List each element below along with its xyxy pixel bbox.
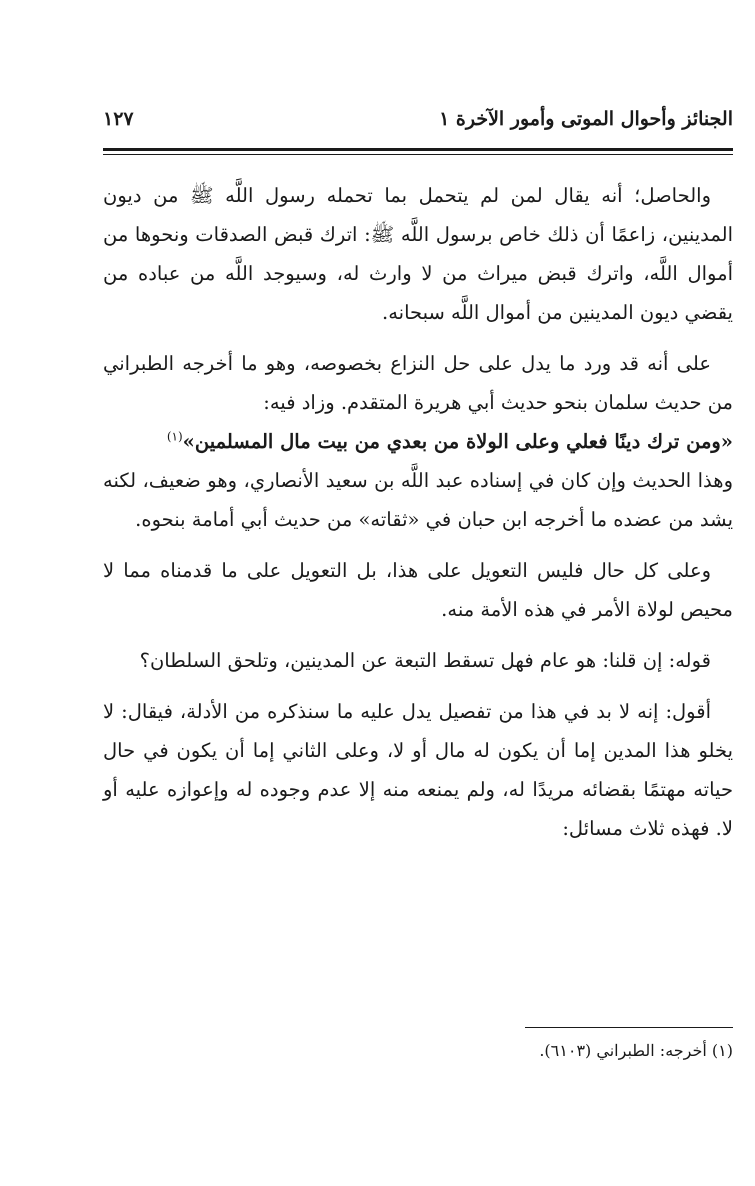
hadith-quote: «ومن ترك دينًا فعلي وعلى الولاة من بعدي من بيت مال المسلمين» [182,430,733,453]
page [103,0,733,1186]
footnote-marker: (١) [166,429,183,444]
paragraph-5: قوله: إن قلنا: هو عام فهل تسقط التبعة عن المدينين، وتلحق السلطان؟ [139,649,711,672]
footnote: (١) أخرجه: الطبراني (٦١٠٣). [539,1041,733,1060]
paragraph-2: على أنه قد ورد ما يدل على حل النزاع بخصوصه، وهو ما أخرجه الطبراني من حديث سلمان بنحو حديث أبي هريرة المتقدم. وزاد فيه: [103,352,733,414]
page-number: ١٢٧ [103,108,134,130]
paragraph-1: والحاصل؛ أنه يقال لمن لم يتحمل بما تحمله رسول اللَّه ﷺ من ديون المدينين، زاعمًا أن ذلك خاص برسول اللَّه ﷺ: اترك قبض الصدقات ونحوها من أموال اللَّه، واترك قبض ميراث من لا وارث له، وسيوجد اللَّه من عباده من يقضي ديون المدينين من أموال اللَّه سبحانه. [103,184,733,324]
body-text [103,176,733,860]
footnote-separator [525,1027,733,1028]
header-title: الجنائز وأحوال الموتى وأمور الآخرة ١ [439,108,733,130]
header-rule-thin [103,154,733,155]
paragraph-3: وهذا الحديث وإن كان في إسناده عبد اللَّه بن سعيد الأنصاري، وهو ضعيف، لكنه يشد من عضده ما أخرجه ابن حبان في «ثقاته» من حديث أبي أمامة بنحوه. [103,469,733,531]
paragraph-4: وعلى كل حال فليس التعويل على هذا، بل التعويل على ما قدمناه مما لا محيص لولاة الأمر في هذه الأمة منه. [103,559,733,621]
hadith-line [103,422,733,461]
header-rule-thick [103,148,733,151]
paragraph-6: أقول: إنه لا بد في هذا من تفصيل يدل عليه ما سنذكره من الأدلة، فيقال: لا يخلو هذا المدين إما أن يكون له مال أو لا، وعلى الثاني إما أن يكون في حال حياته مهتمًا بقضائه مريدًا له، ولم يمنعه منه إلا عدم وجوده له وإعوازه عليه أو لا. فهذه ثلاث مسائل: [103,700,733,840]
running-header [103,108,733,142]
